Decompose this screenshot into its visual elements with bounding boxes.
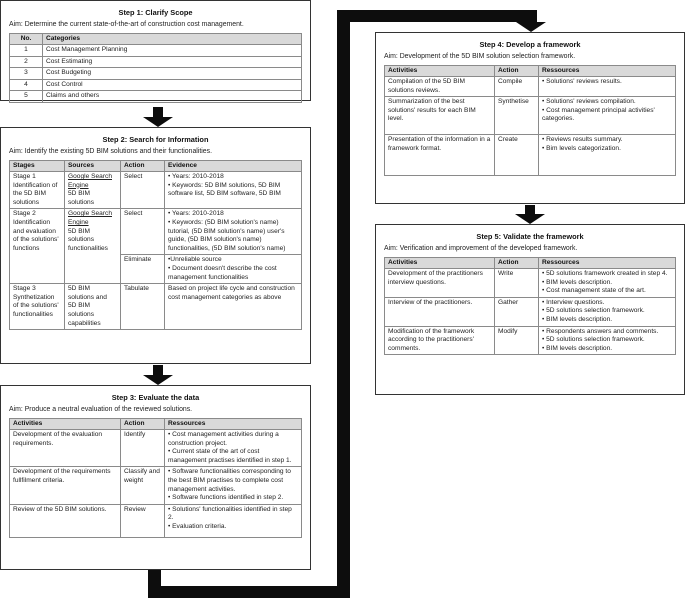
step2-title: Step 2: Search for Information	[102, 135, 209, 144]
cell-no: 5	[10, 91, 43, 103]
cell-activity: Presentation of the information in a framework format.	[385, 135, 495, 176]
resource-item: • Cost management principal activities' categories.	[542, 106, 655, 123]
resource-item: • Reviews results summary.	[542, 136, 623, 144]
connector-bottom-horizontal	[148, 586, 350, 598]
cell-action: Synthetise	[495, 97, 539, 135]
cell-stage: Stage 2 Identification and evaluation of the solutions' functions	[10, 209, 65, 284]
table-row	[10, 56, 302, 68]
cell-activity: Development of the evaluation requirements.	[10, 430, 121, 467]
cell-source	[65, 172, 121, 209]
cell-action: Select	[121, 209, 165, 255]
cell-action: Write	[495, 269, 539, 298]
col-header-evidence: Evidence	[165, 161, 302, 172]
table-row	[10, 284, 302, 330]
step3-aim: Aim: Produce a neutral evaluation of the reviewed solutions.	[9, 406, 193, 413]
table-row	[10, 91, 302, 103]
cell-ressources	[165, 430, 302, 467]
col-header-action: Action	[495, 66, 539, 77]
resource-item: • 5D solutions selection framework.	[542, 307, 645, 315]
table-row	[10, 68, 302, 80]
step2-table	[9, 160, 302, 330]
cell-action: Tabulate	[121, 284, 165, 330]
resource-item: • BIM levels description.	[542, 315, 613, 323]
cell-action: Review	[121, 504, 165, 537]
cell-activity: Summarization of the best solutions' results for each BIM level.	[385, 97, 495, 135]
col-header-activities: Activities	[10, 419, 121, 430]
connector-top-horizontal	[337, 10, 537, 22]
cell-no: 3	[10, 68, 43, 80]
col-header-no: No.	[10, 34, 43, 45]
step2-box	[0, 127, 311, 364]
cell-ressources	[539, 326, 676, 355]
resource-item: • Solutions' reviews compilation.	[542, 98, 636, 106]
evidence-item: • Keywords: (5D BIM solution's name) tutorial, (5D BIM solution's name) user's guide, (5D BIM solution's name) functionalities, (5D BIM solution's name)	[168, 218, 286, 252]
table-row	[10, 45, 302, 57]
col-header-ressources: Ressources	[539, 258, 676, 269]
table-row	[385, 97, 676, 135]
source-text: 5D BIM solutions functionalities	[68, 227, 108, 252]
step3-table	[9, 418, 302, 538]
step1-title: Step 1: Clarify Scope	[118, 8, 193, 17]
cell-source	[65, 209, 121, 284]
step1-table	[9, 33, 302, 103]
cell-category: Cost Control	[43, 79, 302, 91]
cell-activity: Modification of the framework according to the practitioners' comments.	[385, 326, 495, 355]
cell-category: Claims and others	[43, 91, 302, 103]
cell-activity: Development of the practitioners interview questions.	[385, 269, 495, 298]
resource-item: • Solutions' functionalities identified in step 2.	[168, 505, 292, 522]
step3-title: Step 3: Evaluate the data	[111, 393, 200, 402]
cell-evidence	[165, 255, 302, 284]
arrow-to-step3	[143, 365, 173, 385]
col-header-ressources: Ressources	[165, 419, 302, 430]
table-row	[10, 504, 302, 537]
step1-aim: Aim: Determine the current state-of-the-art of construction cost management.	[9, 21, 244, 28]
resource-item: • Respondents answers and comments.	[542, 327, 659, 335]
col-header-activities: Activities	[385, 258, 495, 269]
table-row	[10, 430, 302, 467]
table-row	[385, 297, 676, 326]
cell-activity: Review of the 5D BIM solutions.	[10, 504, 121, 537]
table-row	[385, 326, 676, 355]
cell-ressources	[539, 97, 676, 135]
col-header-action: Action	[121, 419, 165, 430]
cell-ressources	[165, 504, 302, 537]
step5-box	[375, 224, 685, 395]
resource-item: • Software functions identified in step 2.	[168, 494, 284, 502]
table-row	[385, 77, 676, 97]
source-text: 5D BIM solutions	[68, 190, 95, 206]
table-row	[385, 269, 676, 298]
connector-right-vertical	[337, 10, 350, 598]
evidence-item: • Document doesn't describe the cost management functionalities	[168, 264, 277, 281]
cell-evidence	[165, 209, 302, 255]
resource-item: • Bim levels categorization.	[542, 144, 621, 152]
arrow-to-step2	[143, 107, 173, 127]
cell-stage: Stage 1 Identification of the 5D BIM solutions	[10, 172, 65, 209]
resource-item: • Evaluation criteria.	[168, 522, 227, 530]
resource-item: • Cost management state of the art.	[542, 287, 646, 295]
col-header-action: Action	[121, 161, 165, 172]
cell-action: Identify	[121, 430, 165, 467]
arrow-to-step4	[516, 20, 546, 32]
table-row	[385, 135, 676, 176]
cell-action: Eliminate	[121, 255, 165, 284]
cell-activity: Interview of the practitioners.	[385, 297, 495, 326]
step5-title: Step 5: Validate the framework	[476, 232, 584, 241]
cell-category: Cost Estimating	[43, 56, 302, 68]
cell-action: Create	[495, 135, 539, 176]
cell-no: 1	[10, 45, 43, 57]
cell-activity: Compilation of the 5D BIM solutions reviews.	[385, 77, 495, 97]
table-row	[10, 467, 302, 504]
col-header-action: Action	[495, 258, 539, 269]
step4-title: Step 4: Develop a framework	[479, 40, 581, 49]
step4-box	[375, 32, 685, 204]
cell-no: 2	[10, 56, 43, 68]
col-header-ressources: Ressources	[539, 66, 676, 77]
resource-item: • Solutions' reviews results.	[542, 78, 622, 85]
resource-item: • Current state of the art of cost management practises identified in step 1.	[168, 448, 292, 464]
resource-item: • 5D solutions selection framework.	[542, 336, 645, 344]
cell-ressources	[539, 135, 676, 176]
cell-activity: Development of the requirements fullfilment criteria.	[10, 467, 121, 504]
cell-ressources	[165, 467, 302, 504]
cell-stage: Stage 3 Synthetization of the solutions' functionalities	[10, 284, 65, 330]
evidence-item: •Unreliable source	[168, 256, 222, 264]
cell-evidence	[165, 172, 302, 209]
table-row	[10, 172, 302, 209]
resource-item: • BIM levels description.	[542, 344, 613, 352]
evidence-item: • Years: 2010-2018	[168, 173, 224, 180]
col-header-sources: Sources	[65, 161, 121, 172]
source-link[interactable]: Google Search Engine	[68, 210, 112, 226]
cell-source: 5D BIM solutions and 5D BIM solutions capabilities	[65, 284, 121, 330]
step5-aim: Aim: Verification and improvement of the developed framework.	[384, 245, 578, 252]
cell-action: Modify	[495, 326, 539, 355]
arrow-to-step5	[515, 205, 545, 224]
step5-table	[384, 257, 676, 355]
step1-box	[0, 0, 311, 101]
cell-action: Gather	[495, 297, 539, 326]
cell-ressources	[539, 77, 676, 97]
col-header-categories: Categories	[43, 34, 302, 45]
cell-action: Compile	[495, 77, 539, 97]
resource-item: • Interview questions.	[542, 298, 605, 306]
step4-table	[384, 65, 676, 176]
resource-item: • BIM levels description.	[542, 278, 613, 286]
resource-item: • 5D solutions framework created in step 4.	[542, 270, 668, 277]
cell-category: Cost Management Planning	[43, 45, 302, 57]
step4-aim: Aim: Development of the 5D BIM solution selection framework.	[384, 53, 576, 60]
evidence-item: • Keywords: 5D BIM solutions, 5D BIM software list, 5D BIM software, 5D BIM	[168, 181, 281, 198]
resource-item: • Software functionalities corresponding to the best BIM practises to complete cost management activities.	[168, 468, 291, 493]
table-row	[10, 79, 302, 91]
cell-action: Select	[121, 172, 165, 209]
cell-category: Cost Budgeting	[43, 68, 302, 80]
source-link[interactable]: Google Search Engine	[68, 173, 112, 189]
col-header-activities: Activities	[385, 66, 495, 77]
resource-item: • Cost management activities during a construction project.	[168, 431, 279, 447]
cell-ressources	[539, 269, 676, 298]
step3-box	[0, 385, 311, 570]
step2-aim: Aim: Identify the existing 5D BIM solutions and their functionalities.	[9, 148, 212, 155]
cell-no: 4	[10, 79, 43, 91]
cell-ressources	[539, 297, 676, 326]
evidence-item: • Years: 2010-2018	[168, 210, 224, 218]
cell-action: Classify and weight	[121, 467, 165, 504]
col-header-stages: Stages	[10, 161, 65, 172]
table-row	[10, 209, 302, 255]
cell-evidence: Based on project life cycle and construction cost management categories as above	[165, 284, 302, 330]
